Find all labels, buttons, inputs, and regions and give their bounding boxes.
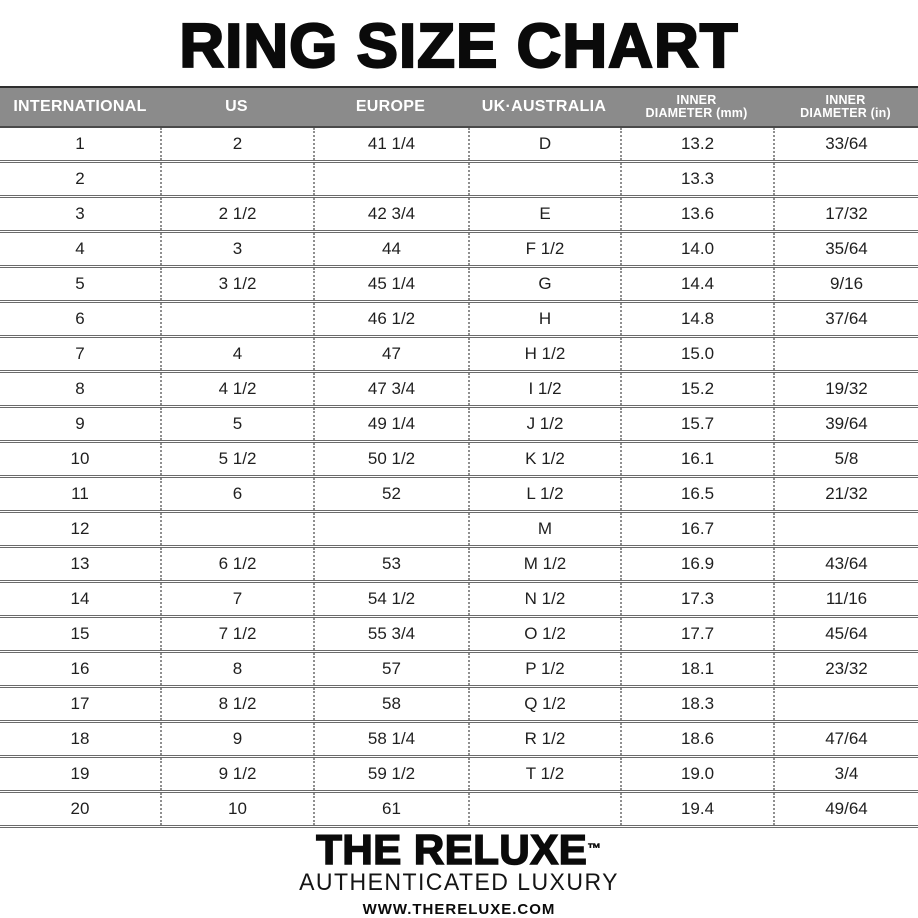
column-header-uk-australia: UK·AUSTRALIA [481,97,607,115]
cell-europe: 41 1/4 [313,128,468,160]
cell-europe: 61 [313,793,468,825]
cell-uk-australia: E [468,198,620,230]
cell-us [160,513,313,545]
cell-uk-australia [468,163,620,195]
cell-uk-australia: K 1/2 [468,443,620,475]
column-header-international: INTERNATIONAL [13,97,147,115]
cell-inner-diameter-in: 17/32 [773,198,918,230]
cell-inner-diameter-in [773,338,918,370]
cell-international: 20 [70,799,90,818]
table-row [0,338,918,373]
column-header-inner-diameter-in: INNER DIAMETER (in) [800,92,891,120]
cell-uk-australia: F 1/2 [468,233,620,265]
brand-name: THE RELUXE [316,826,588,873]
cell-europe [313,513,468,545]
cell-us: 4 [160,338,313,370]
cell-us: 6 [160,478,313,510]
cell-uk-australia [468,793,620,825]
cell-us: 5 1/2 [160,443,313,475]
cell-international: 3 [75,204,85,223]
cell-us: 5 [160,408,313,440]
cell-inner-diameter-mm: 13.2 [620,128,773,160]
ring-size-table [0,86,918,828]
cell-us: 8 [160,653,313,685]
cell-inner-diameter-in: 11/16 [773,583,918,615]
cell-inner-diameter-mm: 13.6 [620,198,773,230]
cell-inner-diameter-in: 47/64 [773,723,918,755]
cell-europe [313,163,468,195]
cell-europe: 45 1/4 [313,268,468,300]
cell-inner-diameter-mm: 14.8 [620,303,773,335]
cell-us: 9 [160,723,313,755]
table-row [0,618,918,653]
cell-inner-diameter-in: 19/32 [773,373,918,405]
cell-uk-australia: Q 1/2 [468,688,620,720]
cell-inner-diameter-mm: 16.7 [620,513,773,545]
cell-inner-diameter-in: 5/8 [773,443,918,475]
cell-europe: 53 [313,548,468,580]
cell-international: 12 [70,519,90,538]
cell-us [160,303,313,335]
cell-us: 2 1/2 [160,198,313,230]
cell-inner-diameter-mm: 19.0 [620,758,773,790]
cell-inner-diameter-mm: 15.7 [620,408,773,440]
cell-us: 4 1/2 [160,373,313,405]
cell-europe: 58 [313,688,468,720]
cell-international: 2 [75,169,85,188]
table-row [0,793,918,828]
cell-inner-diameter-mm: 18.3 [620,688,773,720]
cell-europe: 42 3/4 [313,198,468,230]
cell-international: 5 [75,274,85,293]
table-row [0,443,918,478]
cell-inner-diameter-in: 43/64 [773,548,918,580]
cell-uk-australia: H 1/2 [468,338,620,370]
cell-europe: 57 [313,653,468,685]
trademark-symbol: ™ [587,840,602,856]
table-row [0,408,918,443]
cell-us: 6 1/2 [160,548,313,580]
brand-tagline: AUTHENTICATED LUXURY [299,869,619,896]
cell-uk-australia: M 1/2 [468,548,620,580]
cell-inner-diameter-mm: 14.4 [620,268,773,300]
cell-inner-diameter-in: 45/64 [773,618,918,650]
cell-uk-australia: T 1/2 [468,758,620,790]
cell-us: 10 [160,793,313,825]
cell-europe: 46 1/2 [313,303,468,335]
cell-international: 15 [70,624,90,643]
table-row [0,303,918,338]
cell-international: 6 [75,309,85,328]
cell-inner-diameter-in: 39/64 [773,408,918,440]
column-header-us: US [225,97,248,115]
cell-international: 4 [75,239,85,258]
table-row [0,198,918,233]
cell-international: 18 [70,729,90,748]
cell-us: 3 1/2 [160,268,313,300]
cell-inner-diameter-in [773,513,918,545]
table-body [0,128,918,828]
cell-inner-diameter-mm: 17.7 [620,618,773,650]
cell-international: 19 [70,764,90,783]
cell-europe: 58 1/4 [313,723,468,755]
cell-inner-diameter-in: 21/32 [773,478,918,510]
cell-inner-diameter-in: 23/32 [773,653,918,685]
cell-international: 17 [70,694,90,713]
cell-uk-australia: D [468,128,620,160]
cell-uk-australia: L 1/2 [468,478,620,510]
cell-inner-diameter-in [773,688,918,720]
cell-europe: 50 1/2 [313,443,468,475]
brand-footer [0,828,918,918]
cell-europe: 55 3/4 [313,618,468,650]
cell-international: 7 [75,344,85,363]
cell-inner-diameter-in [773,163,918,195]
column-header-inner-diameter-mm: INNER DIAMETER (mm) [645,92,748,120]
cell-inner-diameter-in: 33/64 [773,128,918,160]
table-row [0,548,918,583]
cell-uk-australia: O 1/2 [468,618,620,650]
table-row [0,758,918,793]
cell-uk-australia: H [468,303,620,335]
table-row [0,478,918,513]
cell-us: 2 [160,128,313,160]
cell-international: 8 [75,379,85,398]
table-row [0,128,918,163]
cell-inner-diameter-in: 37/64 [773,303,918,335]
column-header-europe: EUROPE [355,97,426,115]
cell-us: 8 1/2 [160,688,313,720]
table-row [0,723,918,758]
table-row [0,268,918,303]
cell-uk-australia: G [468,268,620,300]
cell-inner-diameter-mm: 18.1 [620,653,773,685]
cell-international: 1 [75,134,85,153]
cell-inner-diameter-mm: 13.3 [620,163,773,195]
cell-uk-australia: R 1/2 [468,723,620,755]
cell-europe: 59 1/2 [313,758,468,790]
cell-international: 9 [75,414,85,433]
cell-international: 10 [70,449,90,468]
cell-us: 7 1/2 [160,618,313,650]
cell-europe: 47 [313,338,468,370]
cell-international: 16 [70,659,90,678]
cell-inner-diameter-mm: 16.9 [620,548,773,580]
cell-international: 14 [70,589,90,608]
cell-international: 13 [70,554,90,573]
cell-europe: 54 1/2 [313,583,468,615]
table-row [0,373,918,408]
table-row [0,513,918,548]
cell-inner-diameter-mm: 19.4 [620,793,773,825]
cell-us [160,163,313,195]
table-row [0,653,918,688]
cell-inner-diameter-in: 49/64 [773,793,918,825]
cell-uk-australia: J 1/2 [468,408,620,440]
cell-us: 9 1/2 [160,758,313,790]
cell-uk-australia: N 1/2 [468,583,620,615]
cell-uk-australia: P 1/2 [468,653,620,685]
cell-europe: 52 [313,478,468,510]
cell-inner-diameter-mm: 15.0 [620,338,773,370]
cell-us: 3 [160,233,313,265]
cell-us: 7 [160,583,313,615]
cell-uk-australia: I 1/2 [468,373,620,405]
table-row [0,688,918,723]
cell-uk-australia: M [468,513,620,545]
cell-europe: 47 3/4 [313,373,468,405]
cell-inner-diameter-mm: 15.2 [620,373,773,405]
cell-europe: 49 1/4 [313,408,468,440]
cell-inner-diameter-mm: 18.6 [620,723,773,755]
table-row [0,233,918,268]
cell-inner-diameter-in: 3/4 [773,758,918,790]
cell-inner-diameter-mm: 14.0 [620,233,773,265]
cell-inner-diameter-mm: 17.3 [620,583,773,615]
table-row [0,583,918,618]
page-title: RING SIZE CHART [179,12,739,81]
cell-europe: 44 [313,233,468,265]
cell-inner-diameter-in: 35/64 [773,233,918,265]
cell-inner-diameter-in: 9/16 [773,268,918,300]
table-row [0,163,918,198]
cell-inner-diameter-mm: 16.1 [620,443,773,475]
website-url: WWW.THERELUXE.COM [362,901,556,918]
brand-logo [0,826,918,873]
cell-inner-diameter-mm: 16.5 [620,478,773,510]
table-header-row [0,86,918,128]
cell-international: 11 [71,484,89,503]
